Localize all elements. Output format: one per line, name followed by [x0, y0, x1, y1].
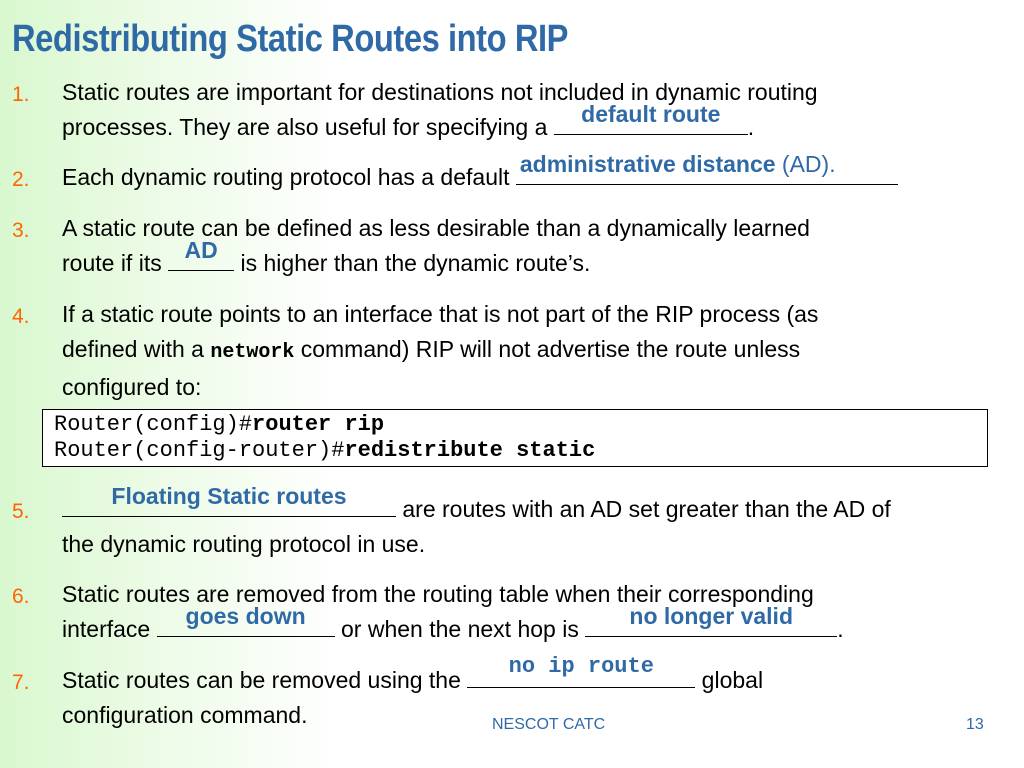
answer-blank [467, 654, 695, 688]
item-text-segment: Each dynamic routing protocol has a default [62, 164, 516, 190]
answer-suffix: (AD). [775, 151, 836, 177]
item-number: 7. [12, 671, 30, 694]
item-text-segment: or when the next hop is [334, 616, 586, 642]
item-text-segment: are routes with an AD set greater than the AD of [396, 496, 891, 522]
answer-text: default route [581, 101, 721, 127]
item-text-segment: command) RIP will not advertise the route unless [294, 336, 801, 362]
item-text-segment: route if its [62, 250, 169, 276]
item-line [62, 237, 1012, 281]
answer-text: no longer valid [629, 603, 793, 629]
answer-blank [62, 483, 396, 517]
item-number: 1. [12, 83, 30, 106]
item-text-segment: global [695, 667, 764, 693]
item-text-segment: Static routes can be removed using the [62, 667, 468, 693]
item-line: configuration command. [62, 702, 308, 728]
item-line [62, 654, 1012, 698]
item-line: If a static route points to an interface that is not part of the RIP process (as [62, 301, 819, 327]
answer-text: no ip route [508, 654, 654, 679]
item-text-segment: interface [62, 616, 157, 642]
answer-text: goes down [185, 603, 306, 629]
item-line [62, 332, 1012, 370]
code-block [42, 409, 988, 467]
answer-blank [585, 603, 837, 637]
item-number: 6. [12, 585, 30, 608]
answer-text: Floating Static routes [111, 483, 347, 509]
item-number: 5. [12, 500, 30, 523]
answer-text: AD [184, 237, 218, 263]
code-command: redistribute static [344, 438, 596, 463]
item-line [62, 483, 1012, 527]
answer-blank [554, 101, 748, 135]
item-text-segment: is higher than the dynamic route’s. [234, 250, 591, 276]
item-line [62, 151, 1012, 195]
keyword-network: network [210, 341, 295, 364]
item-number: 4. [12, 305, 30, 328]
item-number: 3. [12, 219, 30, 242]
item-line [62, 101, 1012, 145]
item-text [62, 577, 1012, 647]
item-text-segment: defined with a [62, 336, 211, 362]
item-text-segment: . [837, 616, 844, 642]
item-text [62, 75, 1012, 145]
code-line [54, 412, 384, 437]
code-prompt: Router(config)# [54, 412, 253, 437]
answer-blank [516, 151, 898, 185]
code-line [54, 438, 595, 463]
item-text-segment: . [747, 114, 755, 140]
item-line: A static route can be defined as less desirable than a dynamically learned [62, 215, 810, 241]
item-text [62, 211, 1012, 281]
item-text-segment: processes. They are also useful for specifying a [62, 114, 554, 140]
code-command: router rip [252, 412, 385, 437]
item-number: 2. [12, 168, 30, 191]
answer-text-main: administrative distance [519, 151, 776, 177]
code-prompt: Router(config-router)# [54, 438, 345, 463]
item-text [62, 151, 1012, 195]
item-line: the dynamic routing protocol in use. [62, 531, 426, 557]
item-text [62, 483, 1012, 562]
footer-label: NESCOT CATC [492, 716, 606, 733]
answer-blank [168, 237, 234, 271]
answer-text [520, 152, 898, 176]
item-line: Static routes are important for destinations not included in dynamic routing [62, 79, 818, 105]
item-text [62, 297, 1012, 405]
item-line: configured to: [62, 374, 202, 400]
slide-title: Redistributing Static Routes into RIP [12, 18, 569, 60]
page-number: 13 [966, 716, 984, 733]
item-line [62, 603, 1012, 647]
item-line: Static routes are removed from the routing table when their corresponding [62, 581, 814, 607]
answer-blank [157, 603, 335, 637]
